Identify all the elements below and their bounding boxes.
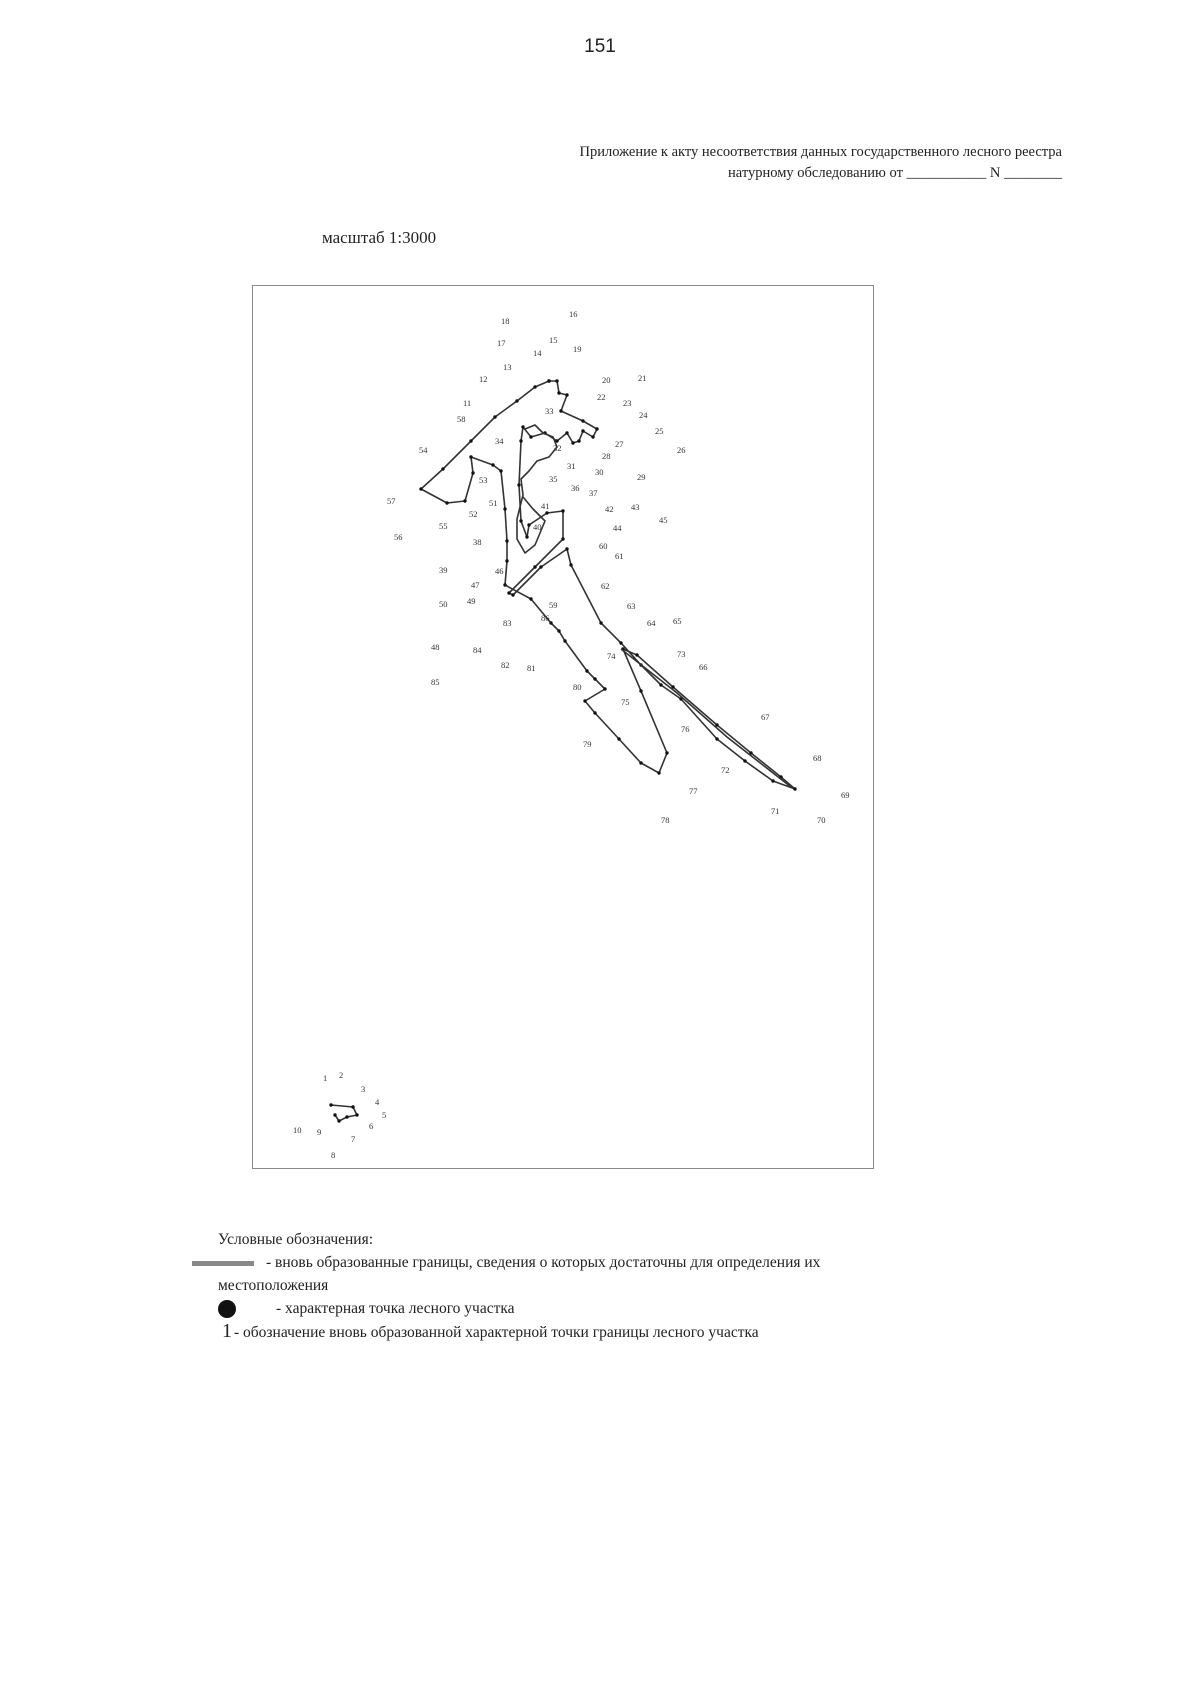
map-frame: [252, 285, 874, 1169]
characteristic-point: [419, 487, 422, 490]
characteristic-point: [571, 441, 574, 444]
characteristic-point: [561, 537, 564, 540]
point-label: 75: [621, 697, 630, 707]
characteristic-point: [545, 511, 548, 514]
point-label: 32: [553, 443, 562, 453]
point-label: 78: [661, 815, 670, 825]
characteristic-point: [639, 689, 642, 692]
point-label: 82: [501, 660, 510, 670]
characteristic-point: [533, 385, 536, 388]
point-symbol: [218, 1300, 236, 1318]
characteristic-point: [743, 759, 746, 762]
characteristic-point: [577, 439, 580, 442]
point-label: 59: [549, 600, 558, 610]
characteristic-point: [591, 435, 594, 438]
characteristic-point: [491, 463, 494, 466]
point-label: 52: [469, 509, 478, 519]
characteristic-point: [659, 683, 662, 686]
point-label: 10: [293, 1125, 302, 1135]
characteristic-point: [557, 391, 560, 394]
point-label: 23: [623, 398, 632, 408]
number-symbol: 1: [222, 1320, 232, 1342]
point-label: 31: [567, 461, 576, 471]
point-label: 46: [495, 566, 504, 576]
point-label: 58: [457, 414, 466, 424]
characteristic-point: [337, 1119, 340, 1122]
characteristic-point: [565, 431, 568, 434]
point-label: 30: [595, 467, 604, 477]
point-label: 41: [541, 501, 550, 511]
characteristic-point: [657, 771, 660, 774]
point-label: 26: [677, 445, 686, 455]
point-label: 2: [339, 1070, 344, 1080]
point-label: 83: [503, 618, 512, 628]
characteristic-point: [563, 639, 566, 642]
point-label: 7: [351, 1134, 356, 1144]
characteristic-point: [559, 409, 562, 412]
point-label: 19: [573, 344, 582, 354]
point-label: 44: [613, 523, 622, 533]
characteristic-point: [603, 687, 606, 690]
point-label: 16: [569, 309, 578, 319]
characteristic-point: [329, 1103, 332, 1106]
point-label: 68: [813, 753, 822, 763]
point-label: 72: [721, 765, 730, 775]
point-label: 56: [394, 532, 403, 542]
legend-point-row: [218, 1297, 1018, 1320]
map-scale: масштаб 1:3000: [322, 228, 437, 247]
point-label: 51: [489, 498, 498, 508]
point-label: 3: [361, 1084, 366, 1094]
characteristic-point: [585, 669, 588, 672]
point-label: 67: [761, 712, 770, 722]
characteristic-point: [569, 563, 572, 566]
point-label: 13: [503, 362, 512, 372]
characteristic-point: [507, 591, 510, 594]
point-label: 40: [533, 522, 542, 532]
characteristic-point: [355, 1113, 358, 1116]
point-label: 45: [659, 515, 668, 525]
characteristic-point: [565, 393, 568, 396]
point-label: 54: [419, 445, 428, 455]
characteristic-point: [619, 641, 622, 644]
characteristic-point: [469, 455, 472, 458]
characteristic-point: [499, 469, 502, 472]
appendix-line-2: натурному обследованию от ___________ N ________: [728, 165, 1062, 181]
legend-number-row: [218, 1320, 1018, 1344]
point-label: 6: [369, 1121, 374, 1131]
point-label: 53: [479, 475, 488, 485]
characteristic-point: [519, 519, 522, 522]
characteristic-point: [565, 547, 568, 550]
point-label: 11: [463, 398, 472, 408]
point-label: 39: [439, 565, 448, 575]
point-label: 49: [467, 596, 476, 606]
legend-boundary-text-cont: местоположения: [218, 1277, 329, 1294]
characteristic-point: [525, 535, 528, 538]
characteristic-point: [599, 621, 602, 624]
boundary-line-symbol: [192, 1261, 254, 1266]
point-label: 60: [599, 541, 608, 551]
characteristic-point: [771, 779, 774, 782]
point-label: 64: [647, 618, 656, 628]
point-label: 48: [431, 642, 440, 652]
point-label: 34: [495, 436, 504, 446]
page-number: 151: [584, 36, 616, 57]
point-label: 61: [615, 551, 624, 561]
point-label: 55: [439, 521, 448, 531]
characteristic-point: [503, 507, 506, 510]
point-label: 20: [602, 375, 611, 385]
characteristic-point: [333, 1113, 336, 1116]
point-label: 38: [473, 537, 482, 547]
point-label: 86: [541, 613, 550, 623]
characteristic-point: [503, 583, 506, 586]
legend-point-text: - характерная точка лесного участка: [276, 1300, 515, 1317]
point-label: 33: [545, 406, 554, 416]
appendix-header: [579, 142, 1062, 184]
point-label: 63: [627, 601, 636, 611]
point-label: 76: [681, 724, 690, 734]
point-label: 12: [479, 374, 488, 384]
point-label: 62: [601, 581, 610, 591]
point-label: 8: [331, 1150, 336, 1160]
point-label: 77: [689, 786, 698, 796]
point-label: 4: [375, 1097, 380, 1107]
point-label: 37: [589, 488, 598, 498]
characteristic-point: [583, 699, 586, 702]
characteristic-point: [515, 399, 518, 402]
point-label: 5: [382, 1110, 387, 1120]
point-label: 17: [497, 338, 506, 348]
characteristic-point: [639, 761, 642, 764]
characteristic-point: [539, 565, 542, 568]
characteristic-point: [441, 467, 444, 470]
legend-title: Условные обозначения:: [218, 1231, 374, 1248]
legend-number-text: - обозначение вновь образованной характерной точки границы лесного участка: [234, 1324, 759, 1341]
characteristic-point: [665, 751, 668, 754]
point-label: 71: [771, 806, 780, 816]
point-label: 22: [597, 392, 606, 402]
characteristic-point: [581, 419, 584, 422]
point-label: 28: [602, 451, 611, 461]
characteristic-point: [581, 429, 584, 432]
point-label: 66: [699, 662, 708, 672]
characteristic-point: [517, 483, 520, 486]
point-label: 65: [673, 616, 682, 626]
point-label: 81: [527, 663, 536, 673]
point-label: 47: [471, 580, 480, 590]
point-label: 18: [501, 316, 510, 326]
characteristic-point: [547, 379, 550, 382]
point-label: 79: [583, 739, 592, 749]
characteristic-point: [519, 439, 522, 442]
characteristic-point: [533, 565, 536, 568]
characteristic-point: [529, 435, 532, 438]
point-label: 42: [605, 504, 614, 514]
characteristic-point: [549, 621, 552, 624]
point-label: 15: [549, 335, 558, 345]
characteristic-point: [351, 1105, 354, 1108]
point-label: 21: [638, 373, 647, 383]
boundary-line: [517, 425, 557, 553]
characteristic-point: [469, 439, 472, 442]
point-label: 70: [817, 815, 826, 825]
characteristic-point: [593, 711, 596, 714]
characteristic-point: [463, 499, 466, 502]
characteristic-point: [635, 653, 638, 656]
characteristic-point: [595, 427, 598, 430]
characteristic-point: [505, 539, 508, 542]
point-label: 14: [533, 348, 542, 358]
point-label: 9: [317, 1127, 322, 1137]
point-label: 73: [677, 649, 686, 659]
point-label: 36: [571, 483, 580, 493]
point-label: 27: [615, 439, 624, 449]
characteristic-point: [493, 415, 496, 418]
characteristic-point: [561, 509, 564, 512]
point-label: 80: [573, 682, 582, 692]
point-label: 84: [473, 645, 482, 655]
point-label: 50: [439, 599, 448, 609]
characteristic-point: [521, 425, 524, 428]
characteristic-point: [345, 1115, 348, 1118]
legend: [218, 1228, 1018, 1344]
characteristic-point: [593, 677, 596, 680]
point-label: 69: [841, 790, 850, 800]
characteristic-point: [527, 523, 530, 526]
point-label: 35: [549, 474, 558, 484]
characteristic-point: [505, 559, 508, 562]
characteristic-point: [529, 597, 532, 600]
point-label: 74: [607, 651, 616, 661]
legend-boundary-row: [218, 1251, 1018, 1274]
characteristic-point: [471, 471, 474, 474]
characteristic-point: [617, 737, 620, 740]
legend-boundary-text: - вновь образованные границы, сведения о которых достаточны для определения их: [266, 1254, 821, 1271]
forest-plot-map: [253, 286, 873, 1168]
point-label: 25: [655, 426, 664, 436]
characteristic-point: [715, 737, 718, 740]
characteristic-point: [793, 787, 796, 790]
point-label: 1: [323, 1073, 328, 1083]
characteristic-point: [445, 501, 448, 504]
point-label: 24: [639, 410, 648, 420]
appendix-line-1: Приложение к акту несоответствия данных государственного лесного реестра: [579, 144, 1062, 160]
point-label: 43: [631, 502, 640, 512]
characteristic-point: [555, 379, 558, 382]
point-label: 57: [387, 496, 396, 506]
point-label: 29: [637, 472, 646, 482]
point-label: 85: [431, 677, 440, 687]
characteristic-point: [511, 593, 514, 596]
characteristic-point: [557, 629, 560, 632]
